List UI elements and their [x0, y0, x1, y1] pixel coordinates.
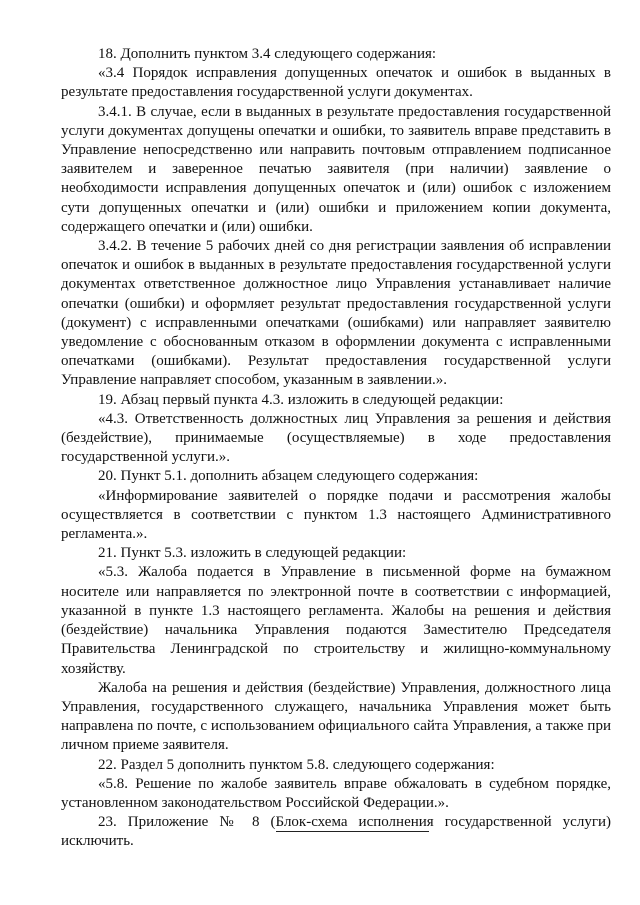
paragraph-item-21: 21. Пункт 5.3. изложить в следующей редакции: [98, 545, 407, 562]
paragraph-item-19: 19. Абзац первый пункта 4.3. изложить в следующей редакции: [98, 391, 504, 408]
paragraph-section-3-4-2: 3.4.2. В течение 5 рабочих дней со дня регистрации заявления об исправлении опечаток и ошибок в выданных в результате предоставления государственной услуги документах ответственное должностное лицо Управления устанавливает наличие опечатки (ошибки) и оформляет результат предоставления государственной услуги (документ) с исправленными опечатками (ошибками) или направляет заявителю уведомление с обоснованным отказом в оформлении документа с исправленными опечатками (ошибками). Результат предоставления государственной услуги Управление направляет способом, указанным в заявлении.». [61, 238, 611, 389]
paragraph-section-4-3: «4.3. Ответственность должностных лиц Управления за решения и действия (бездействие), принимаемые (осуществляемые) в ходе предоставления государственной услуги.». [61, 410, 611, 466]
paragraph-item-23: 23. Приложение № 8 (Блок-схема исполнения государственной услуги) исключить. [61, 814, 611, 850]
paragraph-section-3-4-title: «3.4 Порядок исправления допущенных опечаток и ошибок в выданных в результате предоставления государственной услуги документах. [61, 65, 611, 101]
paragraph-item-20: 20. Пункт 5.1. дополнить абзацем следующего содержания: [98, 468, 479, 485]
closing-divider-line [276, 831, 429, 832]
paragraph-item-22: 22. Раздел 5 дополнить пунктом 5.8. следующего содержания: [98, 756, 495, 773]
document-body [61, 45, 611, 852]
paragraph-informing-applicants: «Информирование заявителей о порядке подачи и рассмотрения жалобы осуществляется в соответствии с пунктом 1.3 настоящего Административного регламента.». [61, 487, 611, 543]
paragraph-section-5-3: «5.3. Жалоба подается в Управление в письменной форме на бумажном носителе или направляется по электронной почте в соответствии с информацией, указанной в пункте 1.3 настоящего регламента. Жалобы на решения и действия (бездействие) начальника Управления подаются Заместителю Председателя Правительства Ленинградской по строительству и жилищно-коммунальному хозяйству. [61, 564, 611, 677]
paragraph-section-5-8: «5.8. Решение по жалобе заявитель вправе обжаловать в судебном порядке, установленном законодательством Российской Федерации.». [61, 775, 611, 811]
paragraph-item-18: 18. Дополнить пунктом 3.4 следующего содержания: [98, 46, 437, 62]
paragraph-section-3-4-1: 3.4.1. В случае, если в выданных в результате предоставления государственной услуги документах допущены опечатки и ошибки, то заявитель вправе представить в Управление непосредственно или направить почтовым отправлением подписанное заявителем и заверенное печатью заявителя (при наличии) заявление о необходимости исправления допущенных опечаток и (или) ошибок с изложением сути допущенных опечатки и (или) ошибки и приложением копии документа, содержащего опечатки и (или) ошибки. [61, 103, 611, 235]
paragraph-complaint-management: Жалоба на решения и действия (бездействие) Управления, должностного лица Управления, государственного служащего, начальника Управления может быть направлена по почте, с использованием официального сайта Управления, а также при личном приеме заявителя. [61, 679, 611, 754]
